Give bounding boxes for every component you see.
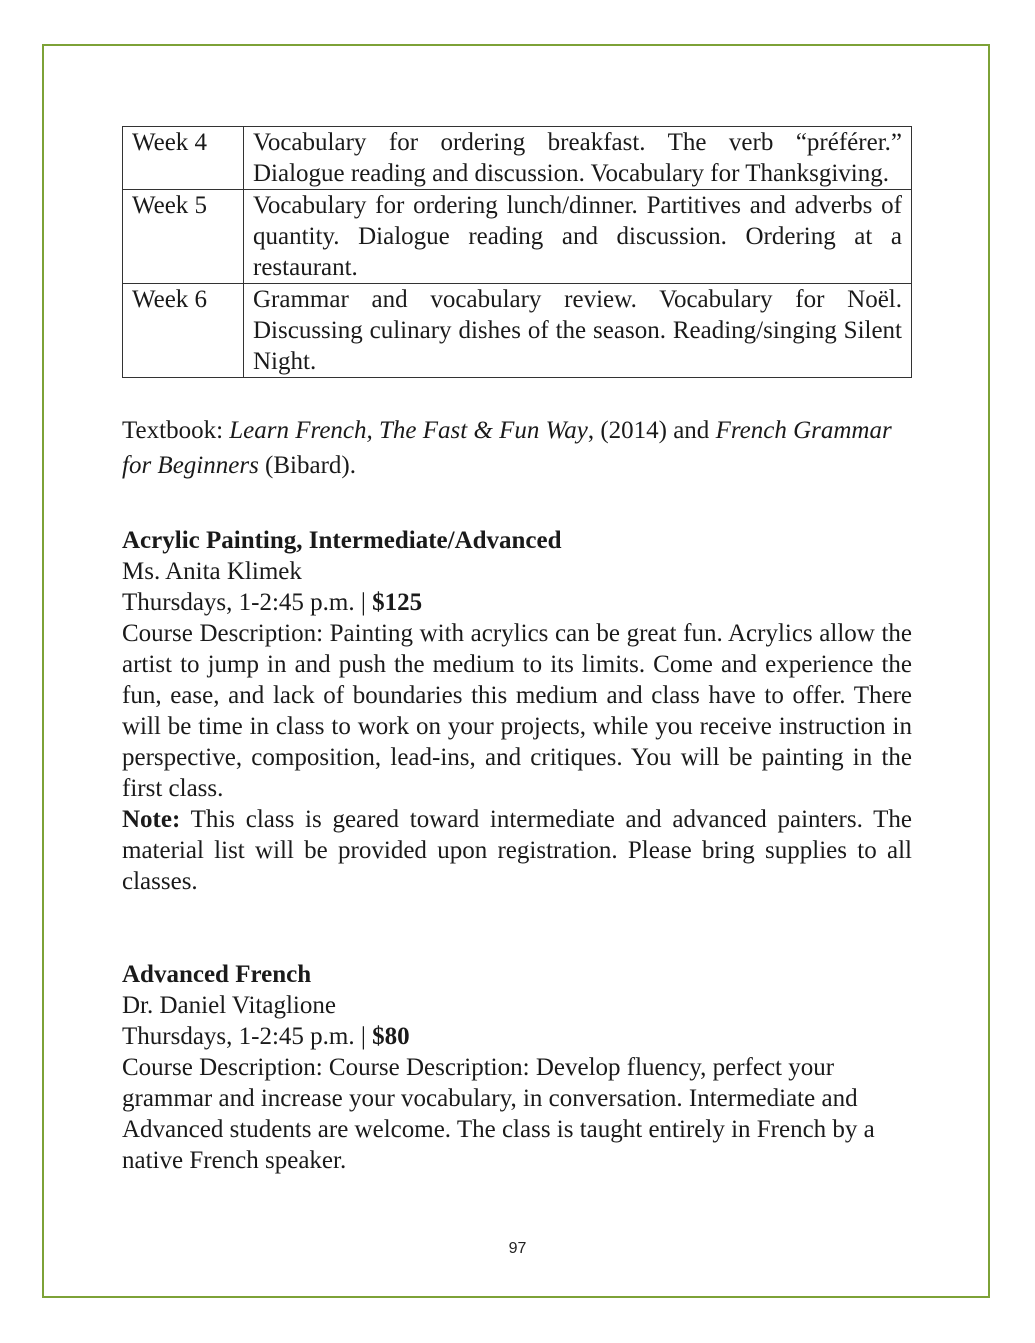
course-schedule: Thursdays, 1-2:45 p.m. | — [122, 589, 373, 616]
textbook-title-secondary: French Grammar for Beginners — [122, 417, 892, 479]
course-title: Acrylic Painting, Intermediate/Advanced — [122, 527, 562, 554]
course-note-label: Note: — [122, 806, 181, 833]
week-cell: Week 6 — [123, 284, 244, 378]
course-title: Advanced French — [122, 961, 312, 988]
week-description-cell: Vocabulary for ordering breakfast. The verb “préférer.” Dialogue reading and discussion. Vocabulary for Thanksgiving. — [244, 127, 912, 190]
page-content — [122, 126, 912, 1176]
course-advanced-french — [122, 959, 912, 1176]
week-description-cell: Grammar and vocabulary review. Vocabulary for Noël. Discussing culinary dishes of the season. Reading/singing Silent Night. — [244, 284, 912, 378]
week-description-cell: Vocabulary for ordering lunch/dinner. Partitives and adverbs of quantity. Dialogue reading and discussion. Ordering at a restaurant. — [244, 190, 912, 284]
course-schedule-line — [122, 587, 912, 618]
week-cell: Week 4 — [123, 127, 244, 190]
course-price: $125 — [372, 589, 423, 616]
week-cell: Week 5 — [123, 190, 244, 284]
textbook-label: Textbook: — [122, 417, 230, 444]
course-schedule-line — [122, 1021, 912, 1052]
course-price: $80 — [372, 1023, 410, 1050]
table-row — [123, 190, 912, 284]
textbook-line — [122, 413, 912, 483]
course-acrylic-painting — [122, 525, 912, 897]
course-instructor: Dr. Daniel Vitaglione — [122, 992, 336, 1019]
table-row — [123, 284, 912, 378]
page-number: 97 — [508, 1240, 527, 1257]
textbook-middle-text: , (2014) and — [587, 417, 716, 444]
weekly-schedule-table — [122, 126, 912, 378]
course-schedule: Thursdays, 1-2:45 p.m. | — [122, 1023, 373, 1050]
course-note — [122, 804, 912, 897]
course-instructor: Ms. Anita Klimek — [122, 558, 302, 585]
textbook-title-primary: Learn French, The Fast & Fun Way — [229, 417, 588, 444]
course-note-text: This class is geared toward intermediate and advanced painters. The material list will be provided upon registration. Please bring supplies to all classes. — [122, 806, 912, 895]
course-description: Course Description: Painting with acrylics can be great fun. Acrylics allow the artist to jump in and push the medium to its limits. Come and experience the fun, ease, and lack of boundaries this medium and class have to offer. There will be time in class to work on your projects, while you receive instruction in perspective, composition, lead-ins, and critiques. You will be painting in the first class. — [122, 620, 912, 802]
textbook-author: (Bibard). — [258, 452, 356, 479]
course-description: Course Description: Course Description: Develop fluency, perfect your grammar and increase your vocabulary, in conversation. Intermediate and Advanced students are welcome. The class is taught entirely in French by a native French speaker. — [122, 1054, 875, 1174]
table-row — [123, 127, 912, 190]
